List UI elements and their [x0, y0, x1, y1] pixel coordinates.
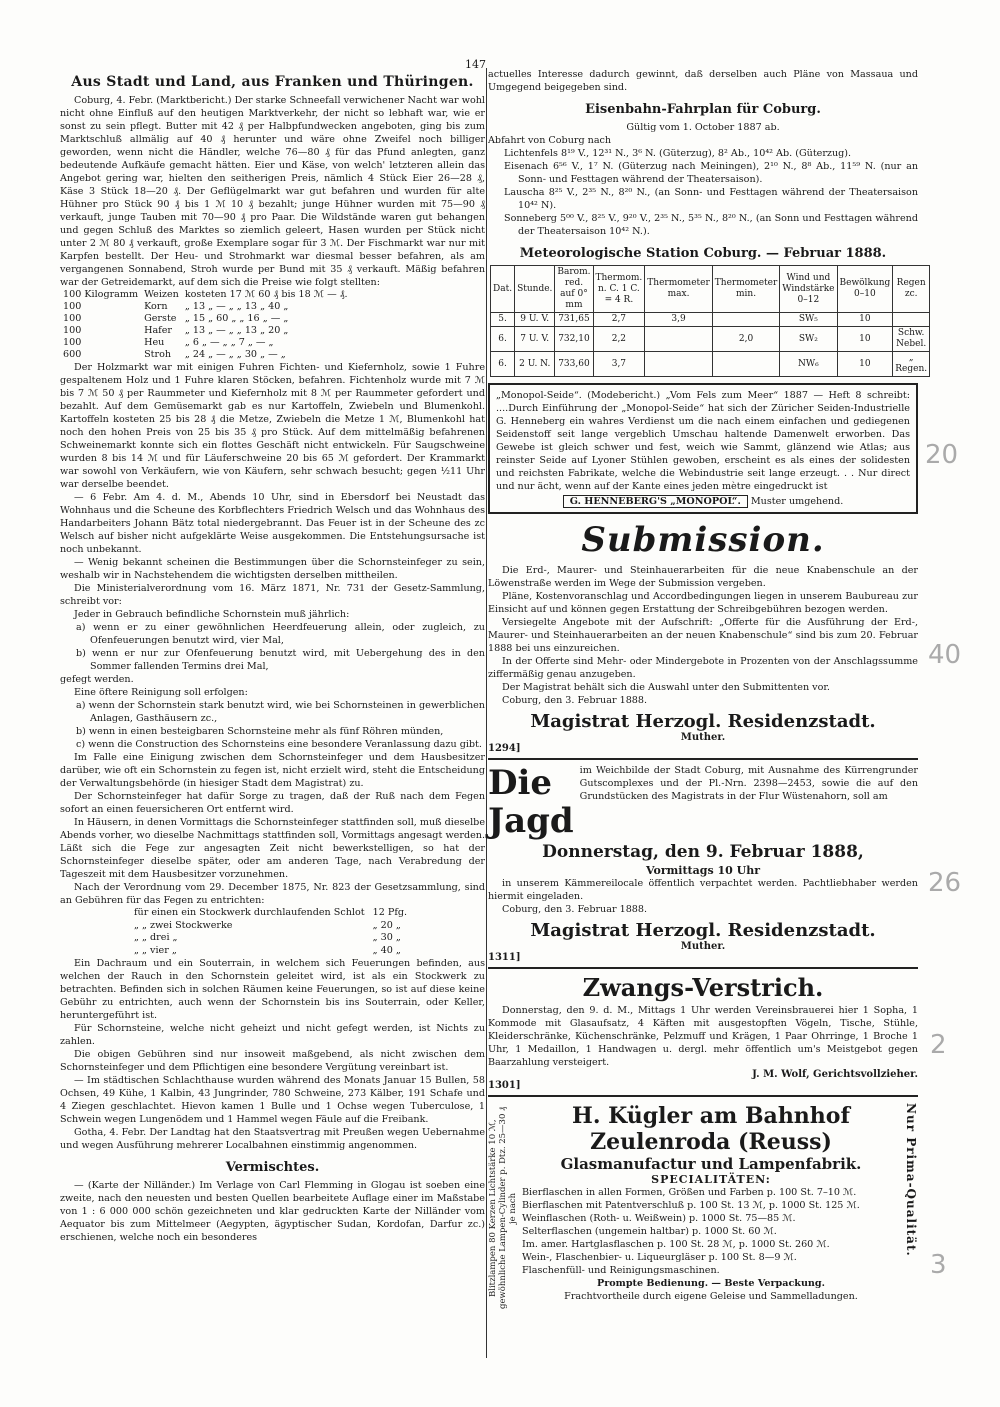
weather-cell: 10 [837, 352, 893, 377]
kuegler-item: Selterflaschen (ungemein haltbar) p. 1000 St. 60 ℳ. [522, 1226, 777, 1237]
ad-number: 1311] [488, 952, 521, 963]
fee-table [130, 907, 411, 957]
rule-list-2 [60, 699, 485, 751]
kuegler-footer-2: Frachtvortheile durch eigene Geleise und Sammelladungen. [564, 1291, 858, 1302]
fee-cell: 12 Pfg. [372, 907, 408, 918]
grain-cell: Weizen [144, 289, 179, 300]
grain-cell: 100 [63, 325, 82, 336]
grain-cell: 100 [63, 301, 82, 312]
jagd-text-2: in unserem Kämmereilocale öffentlich verpachtet werden. Pachtliebhaber werden hiermit eingeladen. [488, 878, 918, 902]
fee-cell: „ 20 „ [372, 919, 401, 931]
weather-cell: 7 U. V. [515, 327, 555, 352]
rule [488, 758, 918, 760]
fee-row [130, 907, 411, 920]
margin-note: 2 [930, 1030, 947, 1060]
fee-cell: „ 30 „ [372, 932, 401, 943]
houses-text: In Häusern, in denen Vormittags die Schornsteinfeger stattfinden soll, muß dieselbe Abends vorher, wo dieselbe Nachmittags stattfinden soll, Vormittags angesagt werden. Läßt sich die Fege zur angesagten Zeit nicht bewerkstelligen, so hat der Schornsteinfeger dieselbe später, oder am anderen Tage, nach Verabredung der Tageszeit mit dem Hausbesitzer vorzunehmen. [60, 817, 485, 880]
weather-header: Thermom. n. C. 1 C. = 4 R. [593, 266, 645, 313]
silk-trademark: G. HENNEBERG'S „MONOPOL“. [563, 495, 748, 508]
weather-cell: NW₆ [780, 352, 837, 377]
weather-cell: Schw. Nebel. [893, 327, 930, 352]
kuegler-name: H. Kügler am Bahnhof Zeulenroda (Reuss) [572, 1103, 850, 1155]
submission-text-4: In der Offerte sind Mehr- oder Mindergebote in Prozenten von der Anschlagssumme ziffermäßig genau anzugeben. [488, 656, 918, 680]
rule-list-1 [60, 621, 485, 673]
weather-header: Barom. red. auf 0° mm [555, 266, 593, 313]
chimney-intro: — Wenig bekannt scheinen die Bestimmungen über die Schornsteinfeger zu sein, weshalb wir in Nachstehendem die wichtigsten derselben mittheilen. [60, 557, 485, 581]
weather-header: Wind und Windstärke 0–12 [780, 266, 837, 313]
weather-cell [712, 313, 780, 327]
kuegler-side-text: Blitzlampen 80 Kerzen Lichtstärke 10 ℳ, gewöhnliche Lampen-Cylinder p. Dtz. 25—30 ₰ je nach [488, 1106, 518, 1310]
right-column [488, 68, 928, 1313]
rail-valid: Gültig vom 1. October 1887 ab. [626, 122, 780, 133]
fee-row [130, 932, 411, 945]
kuegler-item: Weinflaschen (Roth- u. Weißwein) p. 1000 St. 75—85 ℳ. [522, 1213, 796, 1224]
jagd-place: Coburg, den 3. Februar 1888. [502, 904, 648, 915]
kuegler-item: Im. amer. Hartglasflaschen p. 100 St. 28 ℳ, p. 1000 St. 260 ℳ. [522, 1239, 830, 1250]
weather-cell: 10 [837, 327, 893, 352]
weather-cell [645, 352, 713, 377]
grain-row [60, 289, 351, 301]
jagd-heading: Die Jagd [488, 763, 574, 841]
weather-cell: 3,9 [645, 313, 713, 327]
rail-row: Sonneberg 5⁰⁰ V., 8²⁵ V., 9²⁰ V., 2³⁵ N., 5³⁵ N., 8²⁰ N., (an Sonn und Festtagen während der Theatersaison 10⁴² N.). [504, 213, 918, 237]
weather-row [491, 313, 930, 327]
kuegler-items [522, 1186, 900, 1277]
margin-note: 26 [928, 868, 962, 898]
misc-heading: Vermischtes. [225, 1160, 320, 1175]
weather-cell: 3,7 [593, 352, 645, 377]
submission-place: Coburg, den 3. Februar 1888. [502, 695, 648, 706]
met-heading: Meteorologische Station Coburg. — Februar 1888. [519, 246, 887, 261]
grain-cell: Hafer [144, 325, 172, 336]
fire-report: — 6 Febr. Am 4. d. M., Abends 10 Uhr, sind in Ebersdorf bei Neustadt das Wohnhaus und die Scheune des Korbflechters Friedrich Welsch und das Wohnhaus des Handarbeiters Johann Bätz total niedergebrannt. Das Feuer ist in der Scheune des zc Welsch auf bisher nicht aufgeklärte Weise ausgekommen. Die Entstehungsursache ist noch unbekannt. [60, 492, 485, 555]
weather-header: Thermometer min. [712, 266, 780, 313]
market-report: Coburg, 4. Febr. (Marktbericht.) Der starke Schneefall verwichener Nacht war wohl nicht ohne Einfluß auf den heutigen Marktverkehr, der nicht so lebhaft war, wie er sonst zu sein pflegt. Butter mit 42 ₰ per Halbpfundwecken angeboten, ging bis zum Marktschluß allmälig auf 40 ₰ herunter und wäre ohne Zweifel noch billiger geworden, wenn nicht die Händler, welche 76—80 ₰ für das Pfund anlegten, ganz bedeutende Aufkäufe gemacht hätten. Eier und Käse, von welch' letzteren allein das Angebot gering war, hielten den seitherigen Preis, nämlich 4 Stück Eier 26—28 ₰, Käse 3 Stück 18—20 ₰. Der Geflügelmarkt war gut befahren und wurden für alte Hühner pro Stück 90 ₰ bis 1 ℳ 10 ₰ bezahlt; junge Hühner wurden mit 75—90 ₰ verkauft, junge Tauben mit 70—90 ₰ pro Paar. Die Wildstände waren gut behangen und gegen Schluß des Marktes so ziemlich geleert, Hasen wurden per Stück nicht unter 2 ℳ 80 ₰ verkauft, große Exemplare sogar für 3 ℳ. Der Fischmarkt war nur mit Karpfen bestellt. Der Heu- und Strohmarkt war diesmal besser befahren, als am vergangenen Sonnabend, Stroh wurde per Bund mit 35 ₰ verkauft. Mäßig befahren war der Getreidemarkt, auf dem sich die Preise wie folgt stellten: [60, 95, 485, 288]
rail-row: Eisenach 6⁵⁶ V., 1⁷ N. (Güterzug nach Meiningen), 2¹⁰ N., 8⁸ Ab., 11⁵⁹ N. (nur an Sonn- und Festtagen während der Theatersaison). [504, 161, 918, 185]
grain-row [60, 301, 351, 313]
auction-heading: Zwangs-Verstrich. [582, 973, 824, 1002]
continuation-text: actuelles Interesse dadurch gewinnt, daß derselben auch Pläne von Massaua und Umgegend beigegeben sind. [488, 69, 918, 93]
magistrat-signature-2: Magistrat Herzogl. Residenzstadt. [530, 920, 876, 941]
weather-cell: SW₅ [780, 313, 837, 327]
margin-note: 3 [930, 1250, 947, 1280]
grain-row [60, 313, 351, 325]
slaughter-report: — Im städtischen Schlachthause wurden während des Monats Januar 15 Bullen, 58 Ochsen, 49 Kühe, 1 Kalbin, 43 Jungrinder, 780 Schweine, 273 Kälber, 191 Schafe und 4 Ziegen geschlachtet. Hievon kamen 1 Bulle und 1 Ochse wegen Tuberculose, 1 Schwein wegen Lungenödem und 1 Hammel wegen Fäule auf die Freibank. [60, 1075, 485, 1125]
misc-text: — (Karte der Nilländer.) Im Verlage von Carl Flemming in Glogau ist soeben eine zweite, nach den neuesten und besten Quellen bearbeitete Auflage einer im Maßstabe von 1 : 6 000 000 schön gezeichneten und klar gedruckten Karte der Nilländer vom Aequator bis zum Mittelmeer (Aegypten, ägyptischer Sudan, Kordofan, Darfur zc.) erschienen, welche noch ein besonderes [60, 1180, 485, 1243]
weather-header: Dat. [491, 266, 515, 313]
kuegler-footer-1: Prompte Bedienung. — Beste Verpackung. [597, 1278, 825, 1289]
weather-header: Thermometer max. [645, 266, 713, 313]
grain-price-table [60, 289, 351, 361]
weather-cell [893, 313, 930, 327]
signatory: Muther. [680, 732, 726, 743]
kuegler-item: Bierflaschen in allen Formen, Größen und Farben p. 100 St. 7–10 ℳ. [522, 1187, 857, 1198]
agreement-text: Im Falle eine Einigung zwischen dem Schornsteinfeger und dem Hausbesitzer darüber, wie oft ein Schornstein zu fegen ist, nicht erzielt wird, steht die Entscheidung der Verwaltungsbehörde (in hiesiger Stadt dem Magistrat) zu. [60, 752, 485, 789]
auction-signatory: J. M. Wolf, Gerichtsvollzieher. [752, 1069, 918, 1080]
weather-cell: 9 U. V. [515, 313, 555, 327]
jagd-date: Donnerstag, den 9. Februar 1888, [542, 842, 864, 862]
grain-cell: 100 Kilogramm [63, 289, 139, 300]
grain-cell: 100 [63, 313, 82, 324]
weather-header: Bewölkung 0–10 [837, 266, 893, 313]
kuegler-quality-text: Nur Prima-Qualität. [904, 1103, 918, 1257]
weather-cell: 2,0 [712, 327, 780, 352]
silk-ad [488, 383, 918, 514]
grain-cell: „ 13 „ — „ „ 13 „ 20 „ [184, 325, 289, 336]
grain-cell: „ 13 „ — „ „ 13 „ 40 „ [184, 301, 289, 312]
weather-row [491, 352, 930, 377]
ad-number: 1301] [488, 1080, 521, 1091]
binding-text: Die obigen Gebühren sind nur insoweit maßgebend, als nicht zwischen dem Schornsteinfeger und dem Pflichtigen eine besondere Vergütung vereinbart ist. [60, 1049, 485, 1073]
list-item: c) wenn die Construction des Schornsteins eine besondere Veranlassung dazu gibt. [76, 739, 482, 750]
list-item: b) wenn er nur zur Ofenfeuerung benutzt wird, mit Uebergehung des in den Sommer fallenden Termins drei Mal, [76, 648, 485, 672]
grain-row [60, 349, 351, 361]
wood-report: Der Holzmarkt war mit einigen Fuhren Fichten- und Kiefernholz, sowie 1 Fuhre gespaltenem Holz und 1 Fuhre klaren Stöcken, befahren. Fichtenholz wurde mit 7 ℳ bis 7 ℳ 50 ₰ per Raummeter und Kiefernholz mit 8 ℳ per Raummeter gefordert und bezahlt. Auf dem Gemüsemarkt gab es nur Kartoffeln, Zwiebeln und Blumenkohl. Kartoffeln kosteten 25 bis 28 ₰ die Metze, Zwiebeln die Metze 1 ℳ, Blumenkohl hat noch den hohen Preis von 25 bis 35 ₰ pro Stück. Auf dem mittelmäßig befahrenen Schweinemarkt konnte sich ein flottes Geschäft nicht entwickeln. Für Saugschweine wurden 8 bis 14 ℳ und für Läuferschweine 20 bis 65 ℳ gefordert. Der Krammarkt war sowohl von Verkäufern, wie von Käufern, sehr schwach besucht; gegen ½11 Uhr war derselbe beendet. [60, 362, 485, 490]
weather-cell: 10 [837, 313, 893, 327]
list-item: b) wenn in einen besteigbaren Schornsteine mehr als fünf Röhren münden, [76, 726, 444, 737]
fee-cell: „ „ vier „ [134, 944, 177, 956]
rail-from: Abfahrt von Coburg nach [488, 135, 612, 146]
weather-cell: SW₂ [780, 327, 837, 352]
left-column [60, 68, 485, 1244]
weather-row [491, 327, 930, 352]
grain-cell: „ 6 „ — „ „ 7 „ — „ [184, 337, 274, 348]
grain-cell: 600 [63, 349, 82, 360]
submission-heading: Submission. [581, 520, 825, 560]
ad-number: 1294] [488, 743, 521, 754]
fee-cell: für einen ein Stockwerk durchlaufenden Schlot [134, 907, 365, 918]
fee-row [130, 920, 411, 933]
weather-header: Regen zc. [893, 266, 930, 313]
submission-text-2: Pläne, Kostenvoranschlag und Accordbedingungen liegen in unserem Baubureau zur Einsicht auf und können gegen Erstattung der Schreibgebühren bezogen werden. [488, 591, 918, 615]
rule-b: Eine öftere Reinigung soll erfolgen: [74, 687, 248, 698]
rule [488, 1095, 918, 1097]
weather-cell: 6. [491, 327, 515, 352]
weather-cell: 6. [491, 352, 515, 377]
weather-cell: 5. [491, 313, 515, 327]
fee-cell: „ „ drei „ [134, 932, 178, 943]
weather-header: Stunde. [515, 266, 555, 313]
rule-a: Jeder in Gebrauch befindliche Schornstein muß jährlich: [74, 609, 350, 620]
kuegler-subtitle: Glasmanufactur und Lampenfabrik. [560, 1155, 862, 1173]
margin-note: 40 [928, 640, 962, 670]
weather-cell: 733,60 [555, 352, 593, 377]
weather-cell [645, 327, 713, 352]
section-heading: Aus Stadt und Land, aus Franken und Thüringen. [71, 74, 474, 90]
silk-tail: Muster umgehend. [750, 496, 844, 507]
kuegler-item: Wein-, Flaschenbier- u. Liqueurgläser p. 100 St. 8—9 ℳ. [522, 1252, 797, 1263]
kuegler-item: Bierflaschen mit Patentverschluß p. 100 St. 13 ℳ, p. 1000 St. 125 ℳ. [522, 1200, 860, 1211]
jagd-text: im Weichbilde der Stadt Coburg, mit Ausnahme des Kürrengrunder Gutscomplexes und der Pl.-Nrn. 2398—2453, sowie die auf den Grundstücken des Magistrats in der Flur Wüstenahorn, soll am [579, 765, 918, 802]
column-divider [486, 68, 487, 1358]
weather-cell: „ Regen. [893, 352, 930, 377]
rail-row: Lauscha 8²⁵ V., 2³⁵ N., 8²⁰ N., (an Sonn- und Festtagen während der Theatersaison 10⁴² N). [504, 187, 918, 211]
gefegt-text: gefegt werden. [60, 674, 134, 685]
weather-cell: 2,2 [593, 327, 645, 352]
ordinance-text: Die Ministerialverordnung vom 16. März 1871, Nr. 731 der Gesetz-Sammlung, schreibt vor: [60, 583, 485, 607]
unheated-text: Für Schornsteine, welche nicht geheizt und nicht gefegt werden, ist Nichts zu zahlen. [60, 1023, 485, 1047]
rule [488, 967, 918, 969]
grain-cell: kosteten 17 ℳ 60 ₰ bis 18 ℳ — ₰. [184, 289, 348, 300]
submission-text-1: Die Erd-, Maurer- und Steinhauerarbeiten für die neue Knabenschule an der Löwenstraße werden im Wege der Submission vergeben. [488, 565, 918, 589]
weather-cell [712, 352, 780, 377]
soot-text: Der Schornsteinfeger hat dafür Sorge zu tragen, daß der Ruß nach dem Fegen sofort an einen feuersicheren Ort entfernt wird. [60, 791, 485, 815]
list-item: a) wenn der Schornstein stark benutzt wird, wie bei Schornsteinen in gewerblichen Anlagen, Gasthäusern zc., [76, 700, 485, 724]
rail-heading: Eisenbahn-Fahrplan für Coburg. [585, 102, 821, 117]
jagd-ad [488, 764, 918, 840]
fee-cell: „ „ zwei Stockwerke [134, 919, 233, 931]
magistrat-signature: Magistrat Herzogl. Residenzstadt. [530, 711, 876, 732]
kuegler-item: Flaschenfüll- und Reinigungsmaschinen. [522, 1265, 720, 1276]
grain-cell: „ 24 „ — „ „ 30 „ — „ [184, 349, 286, 360]
grain-cell: Heu [144, 337, 165, 348]
list-item: a) wenn er zu einer gewöhnlichen Heerdfeuerung allein, oder zugleich, zu Ofenfeuerungen benutzt wird, vier Mal, [76, 622, 485, 646]
grain-cell: 100 [63, 337, 82, 348]
weather-table [490, 265, 930, 377]
weather-cell: 2 U. N. [515, 352, 555, 377]
weather-cell: 731,65 [555, 313, 593, 327]
submission-text-3: Versiegelte Angebote mit der Aufschrift: „Offerte für die Ausführung der Erd-, Maurer- und Steinhauerarbeiten an der neuen Knabenschule“ sind bis zum 20. Februar 1888 bei uns einzureichen. [488, 617, 918, 654]
weather-cell: 732,10 [555, 327, 593, 352]
kuegler-main [522, 1103, 900, 1313]
rail-list [488, 147, 918, 238]
weather-cell: 2,7 [593, 313, 645, 327]
submission-text-5: Der Magistrat behält sich die Auswahl unter den Submittenten vor. [502, 682, 830, 693]
fee-row [130, 945, 411, 958]
gotha-report: Gotha, 4. Febr. Der Landtag hat den Staatsvertrag mit Preußen wegen Uebernahme und wegen Ausführung mehrerer Localbahnen einstimmig angenommen. [60, 1127, 485, 1151]
page-number: 147 [465, 58, 486, 71]
roof-text: Ein Dachraum und ein Souterrain, in welchem sich Feuerungen befinden, aus welchen der Rauch in den Schornstein geleitet wird, ist als ein Stockwerk zu betrachten. Befinden sich in solchen Räumen keine Feuerungen, so ist auf diese keine Gebühr zu entrichten, auch wenn der Schornstein bis ins Souterrain, oder Keller, heruntergeführt ist. [60, 958, 485, 1021]
grain-cell: Gerste [144, 313, 177, 324]
jagd-time: Vormittags 10 Uhr [645, 864, 760, 877]
grain-cell: Korn [144, 301, 168, 312]
auction-text: Donnerstag, den 9. d. M., Mittags 1 Uhr werden Vereinsbrauerei hier 1 Sopha, 1 Kommode mit Glasaufsatz, 4 Käften mit ausgestopften Vögeln, Tische, Stühle, Kleiderschränke, Küchenschränke, Pelzmuff und Krägen, 1 Paar Ohrringe, 1 Broche 1 Uhr, 1 Medaillon, 1 Handwagen u. dergl. mehr öffentlich um's Meistgebot gegen Baarzahlung versteigert. [488, 1005, 918, 1068]
grain-cell: Stroh [144, 349, 172, 360]
grain-row [60, 337, 351, 349]
signatory-2: Muther. [680, 941, 726, 952]
fees-intro: Nach der Verordnung vom 29. December 1875, Nr. 823 der Gesetzsammlung, sind an Gebühren für das Fegen zu entrichten: [60, 882, 485, 906]
kuegler-ad [488, 1103, 918, 1313]
grain-row [60, 325, 351, 337]
fee-cell: „ 40 „ [372, 944, 401, 956]
rail-row: Lichtenfels 8¹⁹ V., 12³¹ N., 3⁶ N. (Güterzug), 8² Ab., 10⁴² Ab. (Güterzug). [504, 148, 852, 159]
margin-note: 20 [925, 440, 959, 470]
silk-text: „Monopol-Seide“. (Modebericht.) „Vom Fels zum Meer“ 1887 — Heft 8 schreibt: ....Durch Einführung der „Monopol-Seide“ hat sich der Züricher Seiden-Industrielle G. Henneberg ein wahres Verdienst um die nach einem einfachen und gediegenen Seidenstoff seit lange vergeblich Umschau haltende Damenwelt erworben. Das Gewebe ist gleich schwer und fest, weich wie Sammt, glänzend wie Atlas; aus reinster Seide auf Lyoner Stühlen gewoben, erscheint es als eines der solidesten und reichsten Fabrikate, welche die Webindustrie seit lange erzeugt. . . Nur direct und nur ächt, wenn auf der Kante eines jeden mètre eingedruckt ist [496, 390, 910, 492]
kuegler-spec-heading: SPECIALITÄTEN: [651, 1173, 771, 1186]
grain-cell: „ 15 „ 60 „ „ 16 „ — „ [184, 313, 289, 324]
